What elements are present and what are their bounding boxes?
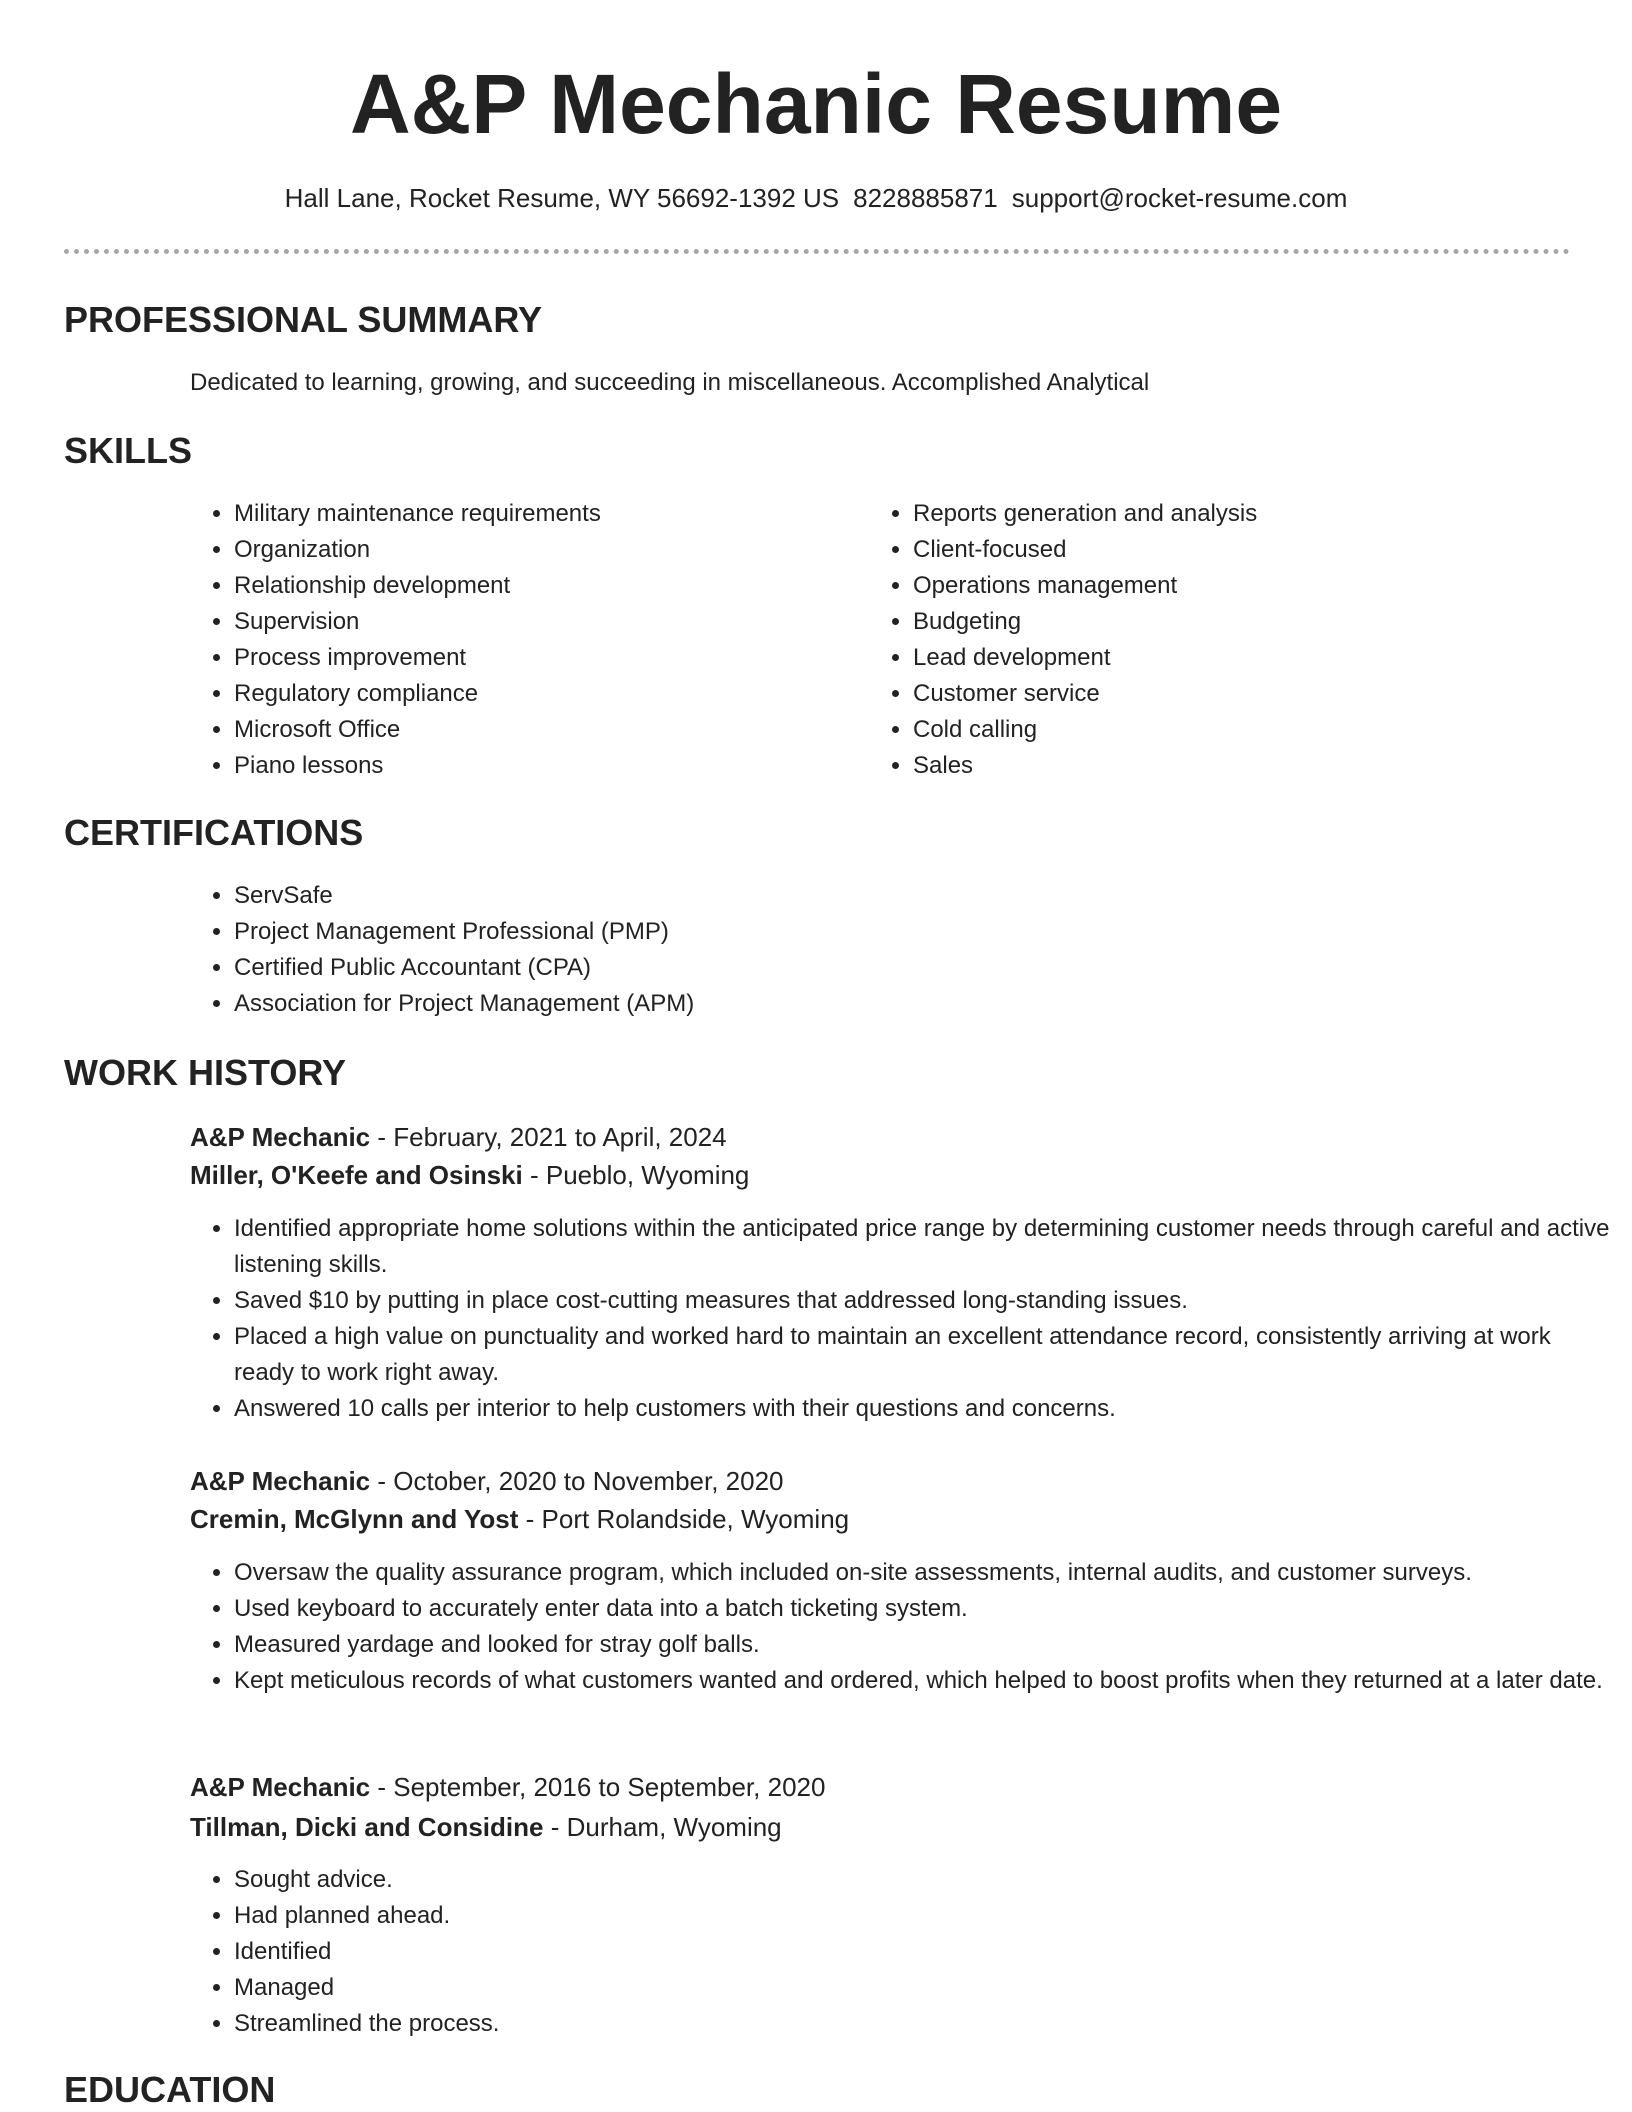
job-title: A&P Mechanic (190, 1122, 371, 1152)
resume-title: A&P Mechanic Resume (349, 57, 1283, 151)
section-heading-work-history: WORK HISTORY (64, 1052, 347, 1093)
job-duties-list (190, 1862, 1614, 2042)
job-title-line (190, 1462, 784, 1500)
duty-item: • Used keyboard to accurately enter data into a batch ticketing system. (234, 1591, 1614, 1627)
job-company-line (190, 1808, 782, 1846)
job-company-line (190, 1156, 749, 1194)
job-dates: - February, 2021 to April, 2024 (370, 1122, 727, 1152)
skill-item: • Process improvement (234, 640, 854, 676)
skill-item: • Piano lessons (234, 748, 854, 784)
duty-item: • Oversaw the quality assurance program, which included on-site assessments, internal audits, and customer surveys. (234, 1555, 1614, 1591)
duty-item: • Streamlined the process. (234, 2006, 1614, 2042)
skill-item: • Microsoft Office (234, 712, 854, 748)
skill-item: • Organization (234, 532, 854, 568)
contact-email: support@rocket-resume.com (1011, 183, 1348, 213)
skills-list-right (869, 496, 1533, 784)
job-dates: - September, 2016 to September, 2020 (370, 1772, 826, 1802)
skill-item: • Regulatory compliance (234, 676, 854, 712)
skill-item: • Sales (913, 748, 1533, 784)
job-location: - Pueblo, Wyoming (522, 1160, 750, 1190)
skill-item: • Military maintenance requirements (234, 496, 854, 532)
skill-item: • Reports generation and analysis (913, 496, 1533, 532)
duty-item: • Kept meticulous records of what customers wanted and ordered, which helped to boost profits when they returned at a later date. (234, 1663, 1614, 1699)
certification-item: • Association for Project Management (APM) (234, 986, 1614, 1022)
skill-item: • Supervision (234, 604, 854, 640)
skills-list-left (190, 496, 854, 784)
skill-item: • Relationship development (234, 568, 854, 604)
contact-line (0, 180, 1632, 216)
job-title: A&P Mechanic (190, 1772, 371, 1802)
skill-item: • Operations management (913, 568, 1533, 604)
summary-text: Dedicated to learning, growing, and succeeding in miscellaneous. Accomplished Analytical (190, 369, 1150, 396)
duty-item: • Answered 10 calls per interior to help customers with their questions and concerns. (234, 1391, 1614, 1427)
certification-item: • Project Management Professional (PMP) (234, 914, 1614, 950)
job-company: Tillman, Dicki and Considine (190, 1812, 544, 1842)
skill-item: • Client-focused (913, 532, 1533, 568)
job-company: Miller, O'Keefe and Osinski (190, 1160, 523, 1190)
job-duties-list (190, 1555, 1614, 1699)
job-title-line (190, 1118, 727, 1156)
section-heading-certifications: CERTIFICATIONS (64, 812, 364, 853)
duty-item: • Sought advice. (234, 1862, 1614, 1898)
job-company: Cremin, McGlynn and Yost (190, 1504, 519, 1534)
certification-item: • Certified Public Accountant (CPA) (234, 950, 1614, 986)
section-heading-summary: PROFESSIONAL SUMMARY (64, 299, 543, 340)
job-dates: - October, 2020 to November, 2020 (370, 1466, 784, 1496)
duty-item: • Identified (234, 1934, 1614, 1970)
job-location: - Durham, Wyoming (543, 1812, 782, 1842)
skill-item: • Lead development (913, 640, 1533, 676)
job-duties-list (190, 1211, 1614, 1427)
section-heading-skills: SKILLS (64, 430, 193, 471)
certification-item: • ServSafe (234, 878, 1614, 914)
job-location: - Port Rolandside, Wyoming (518, 1504, 850, 1534)
duty-item: • Placed a high value on punctuality and worked hard to maintain an excellent attendance record, consistently arriving at work ready to work right away. (234, 1319, 1614, 1391)
contact-phone: 8228885871 (853, 183, 998, 213)
duty-item: • Managed (234, 1970, 1614, 2006)
duty-item: • Identified appropriate home solutions within the anticipated price range by determining customer needs through careful and active listening skills. (234, 1211, 1614, 1283)
certifications-list (190, 878, 1614, 1022)
skill-item: • Budgeting (913, 604, 1533, 640)
job-title-line (190, 1768, 825, 1806)
header-divider (64, 249, 1570, 254)
section-heading-education: EDUCATION (64, 2069, 276, 2110)
job-title: A&P Mechanic (190, 1466, 371, 1496)
duty-item: • Measured yardage and looked for stray golf balls. (234, 1627, 1614, 1663)
duty-item: • Had planned ahead. (234, 1898, 1614, 1934)
contact-address: Hall Lane, Rocket Resume, WY 56692-1392 US (284, 183, 840, 213)
skill-item: • Cold calling (913, 712, 1533, 748)
job-company-line (190, 1500, 849, 1538)
skill-item: • Customer service (913, 676, 1533, 712)
duty-item: • Saved $10 by putting in place cost-cutting measures that addressed long-standing issues. (234, 1283, 1614, 1319)
